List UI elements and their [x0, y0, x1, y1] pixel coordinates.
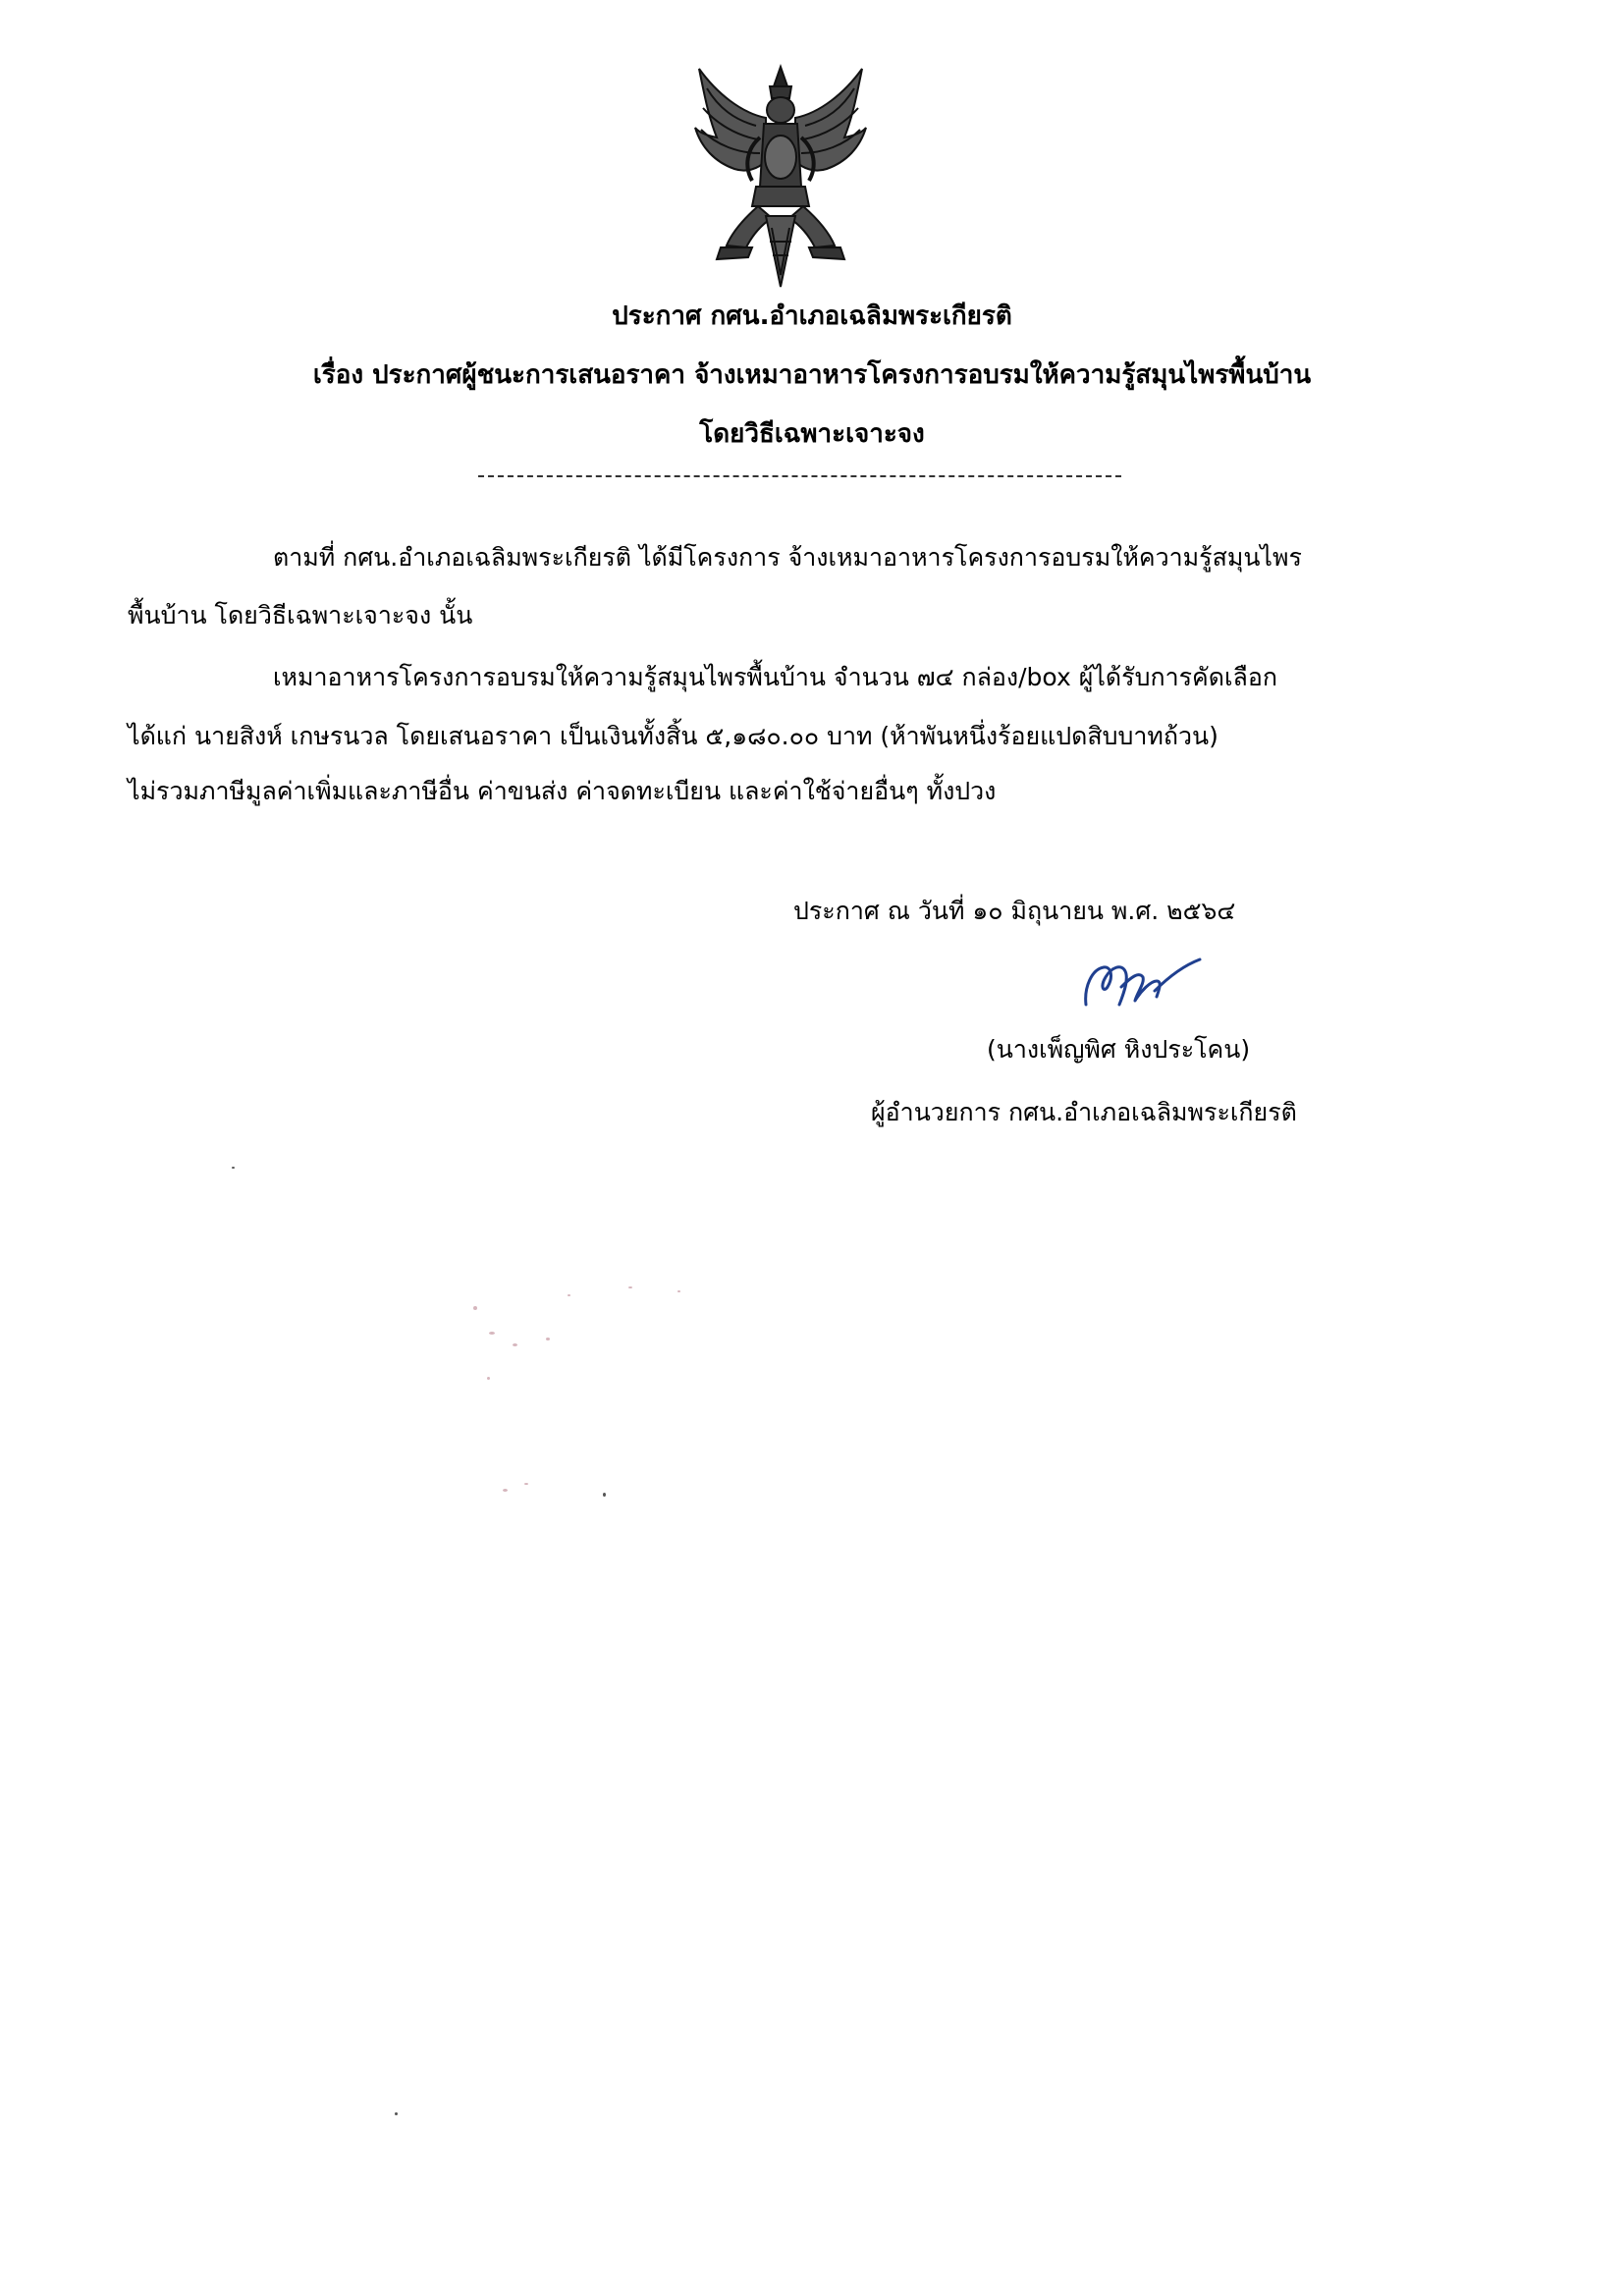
- dashed-divider: [478, 475, 1121, 477]
- announcement-subject: เรื่อง ประกาศผู้ชนะการเสนอราคา จ้างเหมาอาหารโครงการอบรมให้ความรู้สมุนไพรพื้นบ้าน: [312, 360, 1312, 390]
- announcement-title: ประกาศ กศน.อำเภอเฉลิมพระเกียรติ: [612, 301, 1012, 331]
- scan-speck: [677, 1290, 680, 1292]
- signer-position: ผู้อำนวยการ กศน.อำเภอเฉลิมพระเกียรติ: [871, 1098, 1297, 1126]
- signer-name: (นางเพ็ญพิศ หิงประโคน): [987, 1035, 1251, 1064]
- paragraph-2-line-2: ได้แก่ นายสิงห์ เกษรนวล โดยเสนอราคา เป็นเงินทั้งสิ้น ๕,๑๘๐.๐๐ บาท (ห้าพันหนึ่งร้อยแปดสิบบาทถ้วน): [128, 722, 1218, 750]
- announcement-date: ประกาศ ณ วันที่ ๑๐ มิถุนายน พ.ศ. ๒๕๖๔: [793, 897, 1236, 925]
- scan-speck: [473, 1306, 477, 1310]
- paragraph-2-line-1: เหมาอาหารโครงการอบรมให้ความรู้สมุนไพรพื้นบ้าน จำนวน ๗๔ กล่อง/box ผู้ได้รับการคัดเลือก: [273, 663, 1278, 691]
- scan-speck: [628, 1286, 632, 1288]
- scan-speck: [395, 2112, 398, 2115]
- scan-speck: [489, 1332, 495, 1335]
- scan-speck: [513, 1343, 517, 1346]
- scan-speck: [232, 1167, 235, 1169]
- paragraph-2-line-3: ไม่รวมภาษีมูลค่าเพิ่มและภาษีอื่น ค่าขนส่ง ค่าจดทะเบียน และค่าใช้จ่ายอื่นๆ ทั้งปวง: [128, 777, 997, 805]
- scan-speck: [524, 1483, 528, 1485]
- scan-speck: [603, 1493, 606, 1497]
- procurement-method: โดยวิธีเฉพาะเจาะจง: [699, 419, 925, 449]
- paragraph-1-line-2: พื้นบ้าน โดยวิธีเฉพาะเจาะจง นั้น: [128, 601, 473, 629]
- scan-speck: [503, 1489, 508, 1492]
- paragraph-1-line-1: ตามที่ กศน.อำเภอเฉลิมพระเกียรติ ได้มีโครงการ จ้างเหมาอาหารโครงการอบรมให้ความรู้สมุนไพร: [273, 543, 1302, 572]
- scan-speck: [487, 1377, 490, 1380]
- handwritten-signature: [1078, 948, 1216, 1016]
- scan-speck: [568, 1294, 570, 1296]
- scan-speck: [546, 1338, 550, 1340]
- garuda-emblem-icon: [687, 59, 874, 295]
